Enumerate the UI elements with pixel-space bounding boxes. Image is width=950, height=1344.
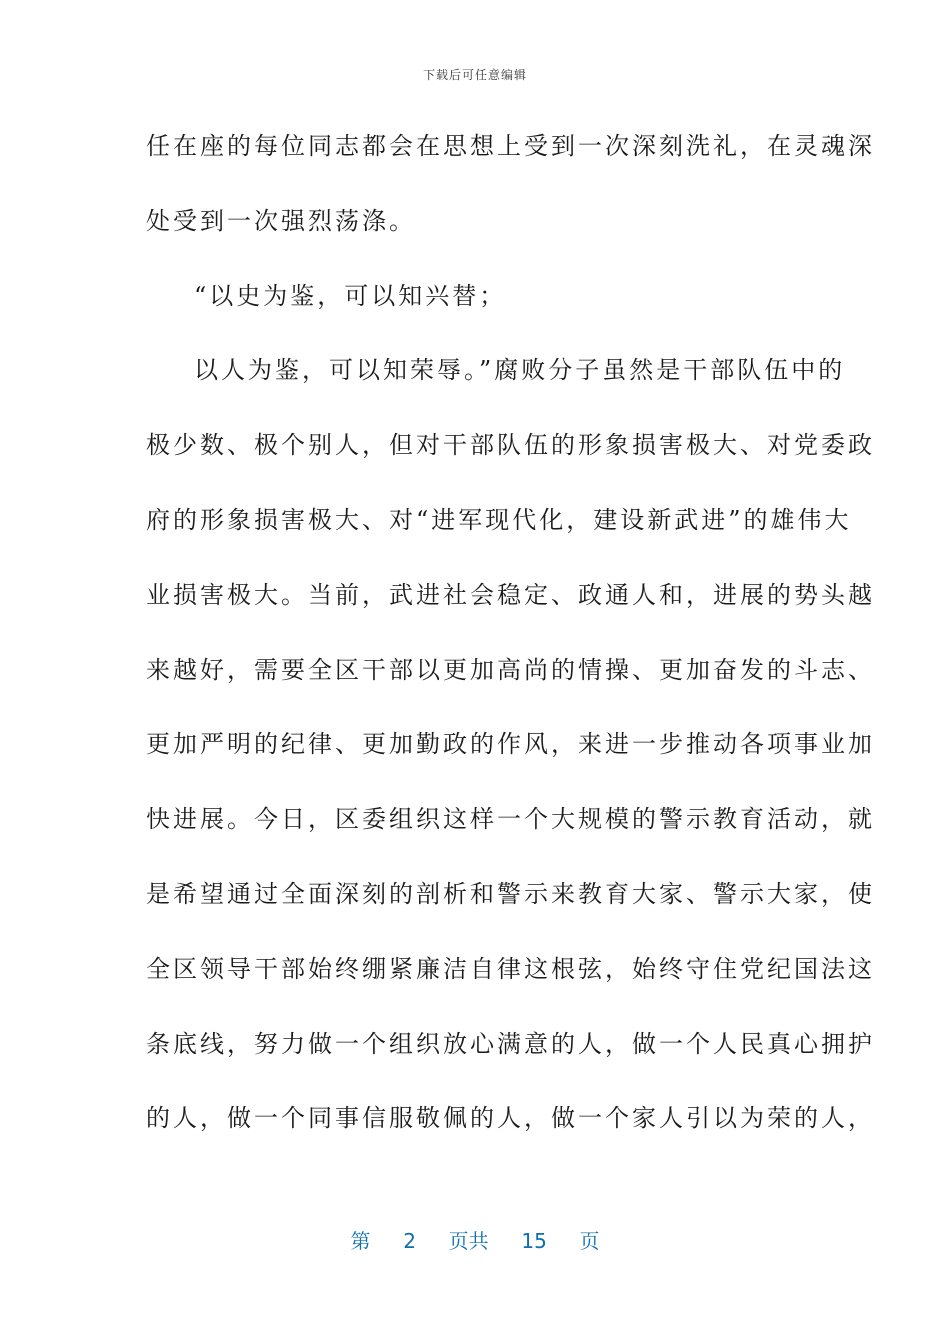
footer-prefix: 第 [350,1229,371,1253]
text-line: 处受到一次强烈荡涤。 [146,206,416,235]
page-footer [0,1225,950,1254]
text-line: 快进展。今日，区委组织这样一个大规模的警示教育活动，就 [146,805,875,834]
current-page-number: 2 [403,1229,416,1253]
body-text [146,120,875,1167]
text-line: 更加严明的纪律、更加勤政的作风，来进一步推动各项事业加 [146,730,875,759]
footer-suffix: 页 [579,1229,600,1253]
text-line: 是希望通过全面深刻的剖析和警示来教育大家、警示大家，使 [146,879,875,908]
text-line: 全区领导干部始终绷紧廉洁自律这根弦，始终守住党纪国法这 [146,954,875,983]
text-line: 以人为鉴，可以知荣辱。”腐败分子虽然是干部队伍中的 [194,356,846,385]
text-line: 的人，做一个同事信服敬佩的人，做一个家人引以为荣的人， [146,1104,875,1133]
header-note: 下载后可任意编辑 [422,68,527,82]
text-line: 条底线，努力做一个组织放心满意的人，做一个人民真心拥护 [146,1029,875,1058]
text-line: 任在座的每位同志都会在思想上受到一次深刻洗礼，在灵魂深 [146,132,875,160]
text-line: 业损害极大。当前，武进社会稳定、政通人和，进展的势头越 [146,580,875,609]
total-pages-number: 15 [521,1229,547,1253]
text-line: 极少数、极个别人，但对干部队伍的形象损害极大、对党委政 [146,431,875,460]
footer-middle: 页共 [448,1229,489,1253]
text-line: “以史为鉴，可以知兴替； [194,281,507,310]
text-line: 来越好，需要全区干部以更加高尚的情操、更加奋发的斗志、 [146,655,875,684]
text-line: 府的形象损害极大、对“进军现代化，建设新武进”的雄伟大 [146,505,852,534]
